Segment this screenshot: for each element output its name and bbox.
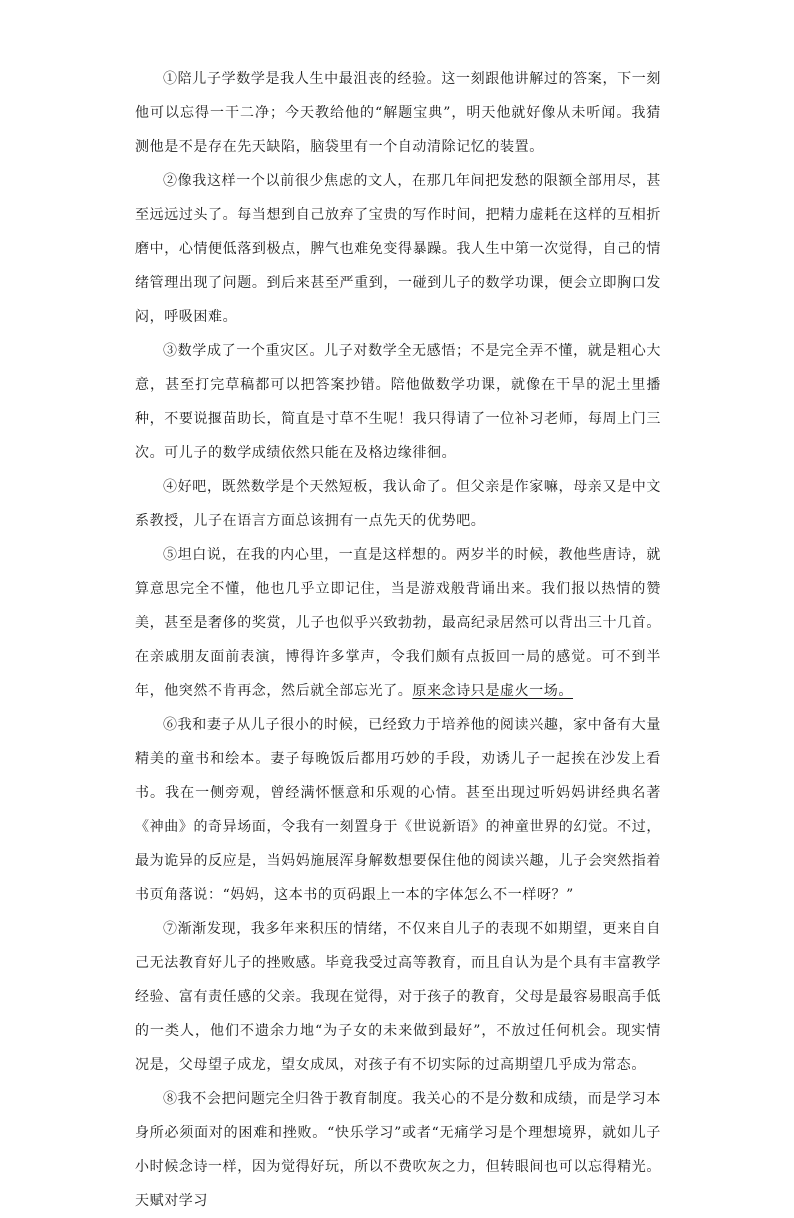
paragraph-5 xyxy=(135,538,661,708)
paragraph-8 xyxy=(135,1082,661,1218)
paragraph-6 xyxy=(135,708,661,912)
paragraph-1-text: ①陪儿子学数学是我人生中最沮丧的经验。这一刻跟他讲解过的答案，下一刻他可以忘得一干二净；今天教给他的“解题宝典”，明天他就好像从未听闻。我猜测他是不是存在先天缺陷，脑袋里有一个自动清除记忆的装置。 xyxy=(135,71,661,155)
paragraph-7-text: ⑦渐渐发现，我多年来积压的情绪，不仅来自儿子的表现不如期望，更来自自己无法教育好儿子的挫败感。毕竟我受过高等教育，而且自认为是个具有丰富教学经验、富有责任感的父亲。我现在觉得，对于孩子的教育，父母是最容易眼高手低的一类人，他们不遗余力地“为子女的未来做到最好”，不放过任何机会。现实情况是，父母望子成龙，望女成凤，对孩子有不切实际的过高期望几乎成为常态。 xyxy=(135,921,661,1073)
paragraph-3 xyxy=(135,334,661,470)
paragraph-3-text: ③数学成了一个重灾区。儿子对数学全无感悟；不是完全弄不懂，就是粗心大意，甚至打完草稿都可以把答案抄错。陪他做数学功课，就像在干旱的泥土里播种，不要说揠苗助长，简直是寸草不生呢！我只得请了一位补习老师，每周上门三次。可儿子的数学成绩依然只能在及格边缘徘徊。 xyxy=(135,343,661,461)
paragraph-4-text: ④好吧，既然数学是个天然短板，我认命了。但父亲是作家嘛，母亲又是中文系教授，儿子在语言方面总该拥有一点先天的优势吧。 xyxy=(135,479,661,529)
paragraph-6-text: ⑥我和妻子从儿子很小的时候，已经致力于培养他的阅读兴趣，家中备有大量精美的童书和绘本。妻子每晚饭后都用巧妙的手段，劝诱儿子一起挨在沙发上看书。我在一侧旁观，曾经满怀惬意和乐观的心情。甚至出现过听妈妈讲经典名著《神曲》的奇异场面，令我有一刻置身于《世说新语》的神童世界的幻觉。不过，最为诡异的反应是，当妈妈施展浑身解数想要保住他的阅读兴趣，儿子会突然指着书页角落说：“妈妈，这本书的页码跟上一本的字体怎么不一样呀？” xyxy=(135,717,661,903)
article-body xyxy=(135,62,661,1218)
paragraph-7 xyxy=(135,912,661,1082)
paragraph-2 xyxy=(135,164,661,334)
underlined-sentence: 原来念诗只是虚火一场。 xyxy=(412,683,574,699)
paragraph-2-text: ②像我这样一个以前很少焦虑的文人，在那几年间把发愁的限额全部用尽，甚至远远过头了。每当想到自己放弃了宝贵的写作时间，把精力虚耗在这样的互相折磨中，心情便低落到极点，脾气也难免变得暴躁。我人生中第一次觉得，自己的情绪管理出现了问题。到后来甚至严重到，一碰到儿子的数学功课，便会立即胸口发闷，呼吸困难。 xyxy=(135,173,661,325)
paragraph-1 xyxy=(135,62,661,164)
paragraph-5-text: ⑤坦白说，在我的内心里，一直是这样想的。两岁半的时候，教他些唐诗，就算意思完全不懂，他也几乎立即记住，当是游戏般背诵出来。我们报以热情的赞美，甚至是奢侈的奖赏，儿子也似乎兴致勃勃，最高纪录居然可以背出三十几首。在亲戚朋友面前表演，博得许多掌声，令我们颇有点扳回一局的感觉。可不到半年，他突然不肯再念，然后就全部忘光了。 xyxy=(135,547,661,699)
paragraph-8-text: ⑧我不会把问题完全归咎于教育制度。我关心的不是分数和成绩，而是学习本身所必须面对的困难和挫败。“快乐学习”或者“无痛学习是个理想境界，就如儿子小时候念诗一样，因为觉得好玩，所以不费吹灰之力，但转眼间也可以忘得精光。天赋对学习 xyxy=(135,1091,661,1209)
paragraph-4 xyxy=(135,470,661,538)
